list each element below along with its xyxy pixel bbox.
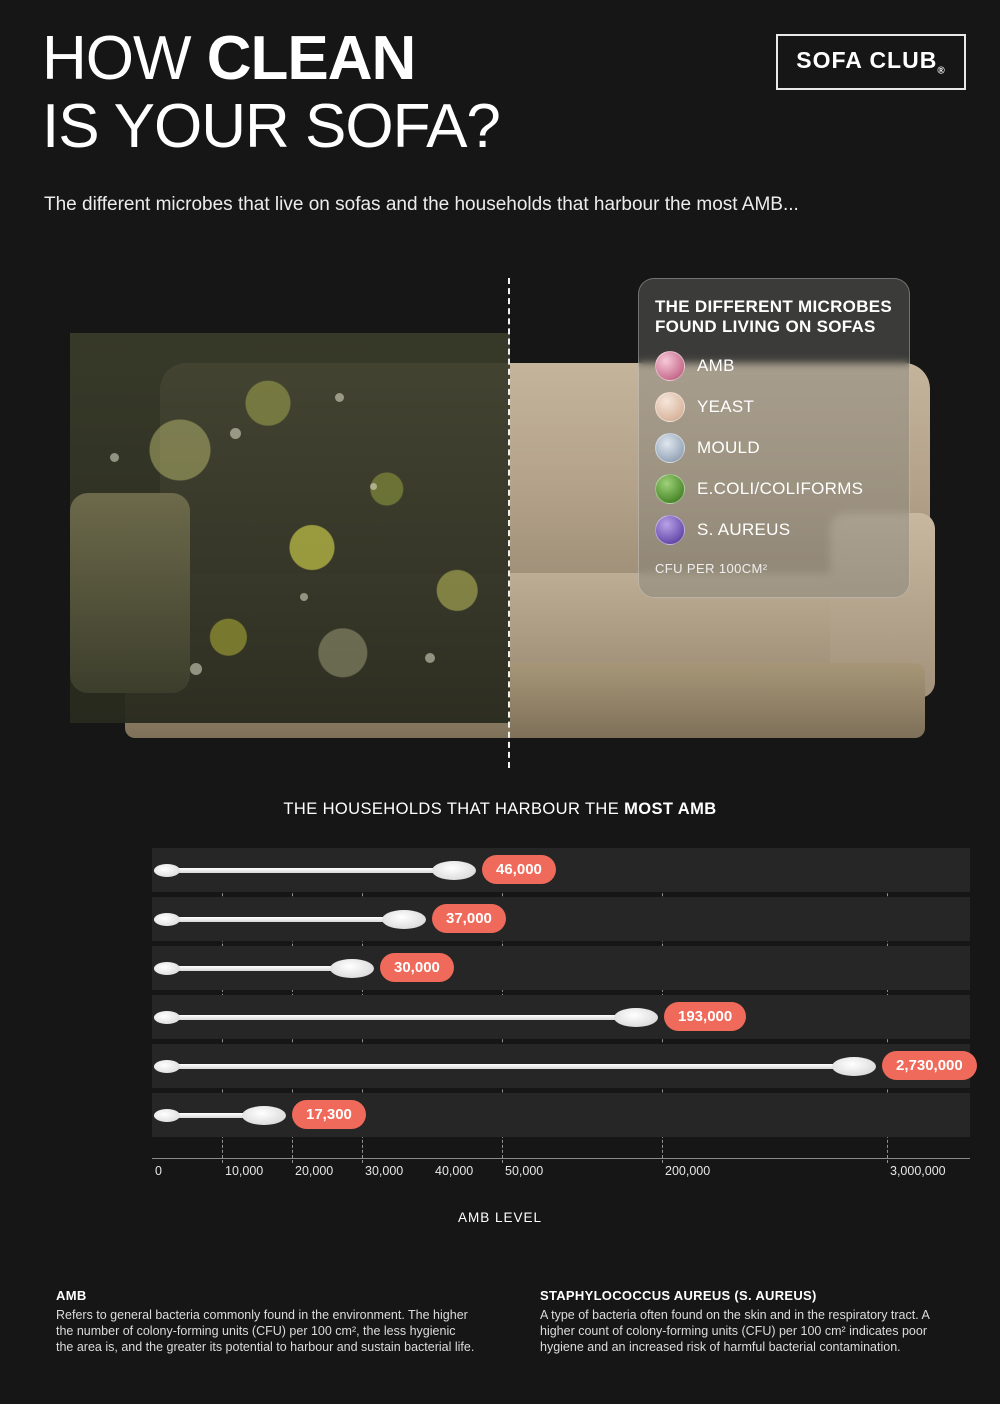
legend-item-yeast [655, 392, 893, 422]
swab-stick [154, 868, 472, 873]
title-line1-plain: HOW [42, 24, 207, 93]
chart-value-label: 37,000 [432, 904, 506, 933]
page-title [42, 24, 500, 161]
footer-column-amb [56, 1288, 476, 1355]
footer-heading: STAPHYLOCOCCUS AUREUS (S. AUREUS) [540, 1288, 817, 1303]
footer-body: A type of bacteria often found on the skin and in the respiratory tract. A higher count of colony-forming units (CFU) per 100 cm² indicates poor hygiene and an increased risk of harmful bacterial contamination. [540, 1308, 930, 1354]
chart-title-plain: THE HOUSEHOLDS THAT HARBOUR THE [283, 800, 625, 818]
subheading: The different microbes that live on sofas and the households that harbour the most AMB... [44, 194, 799, 215]
swab-tip-right [382, 910, 426, 929]
swab-tip-left [154, 1060, 180, 1073]
x-axis-tick-label: 30,000 [365, 1164, 404, 1178]
ecoli-microbe-icon [655, 474, 685, 504]
x-axis-label: AMB LEVEL [457, 1210, 543, 1225]
yeast-microbe-icon [655, 392, 685, 422]
chart-value-label: 17,300 [292, 1100, 366, 1129]
swab-tip-left [154, 1011, 180, 1024]
chart-value-label: 30,000 [380, 953, 454, 982]
swab-tip-right [330, 959, 374, 978]
chart-bar [154, 1060, 872, 1072]
footer-column-s-aureus [540, 1288, 960, 1355]
x-axis-tick-label: 0 [155, 1164, 162, 1178]
chart-bar [154, 913, 422, 925]
footer-body: Refers to general bacteria commonly found in the environment. The higher the number of colony-forming units (CFU) per 100 cm², the less hygienic the area is, and the greater its potential to harbour and sustain bacterial life. [56, 1308, 475, 1354]
title-line1-bold: CLEAN [206, 24, 416, 93]
swab-tip-left [154, 1109, 180, 1122]
swab-tip-left [154, 864, 180, 877]
x-axis-tick-label: 200,000 [665, 1164, 711, 1178]
chart-value-label: 2,730,000 [882, 1051, 977, 1080]
legend-item-label: E.COLI/COLIFORMS [697, 479, 864, 498]
s-aureus-microbe-icon [655, 515, 685, 545]
chart-title [0, 800, 1000, 819]
legend-item-amb [655, 351, 893, 381]
legend-item-s-aureus [655, 515, 893, 545]
swab-tip-right [242, 1106, 286, 1125]
title-line2: IS YOUR SOFA? [42, 92, 500, 161]
sofa-club-logo [776, 34, 966, 90]
legend-item-label: AMB [697, 356, 735, 375]
swab-tip-right [832, 1057, 876, 1076]
clean-dirty-divider [508, 278, 510, 768]
footer-heading: AMB [56, 1288, 87, 1303]
swab-tip-right [614, 1008, 658, 1027]
chart-x-axis [152, 1158, 970, 1159]
chart-bar [154, 864, 472, 876]
mould-microbe-icon [655, 433, 685, 463]
legend-item-label: MOULD [697, 438, 760, 457]
microbe-legend-panel [638, 278, 910, 598]
sofa-arm-left [70, 493, 190, 693]
x-axis-tick-label: 50,000 [505, 1164, 544, 1178]
swab-stick [154, 1064, 872, 1069]
x-axis-tick-label: 20,000 [295, 1164, 334, 1178]
chart-value-label: 46,000 [482, 855, 556, 884]
chart-title-bold: MOST AMB [624, 800, 717, 818]
chart-bar [154, 1011, 654, 1023]
swab-tip-left [154, 962, 180, 975]
legend-item-ecoli [655, 474, 893, 504]
legend-item-label: S. AUREUS [697, 520, 791, 539]
amb-microbe-icon [655, 351, 685, 381]
swab-stick [154, 1015, 654, 1020]
legend-title: THE DIFFERENT MICROBES FOUND LIVING ON SOFAS [655, 297, 893, 336]
registered-mark-icon: ® [937, 65, 946, 77]
legend-footnote: CFU PER 100CM² [655, 561, 768, 576]
chart-bar [154, 1109, 282, 1121]
amb-bar-chart [152, 848, 970, 1163]
legend-item-label: YEAST [697, 397, 755, 416]
chart-value-label: 193,000 [664, 1002, 746, 1031]
x-axis-tick-label: 10,000 [225, 1164, 264, 1178]
x-axis-tick-label: 40,000 [435, 1164, 474, 1178]
swab-tip-left [154, 913, 180, 926]
x-axis-tick-label: 3,000,000 [890, 1164, 946, 1178]
logo-text: SOFA CLUB® [796, 47, 946, 77]
chart-bar [154, 962, 370, 974]
legend-item-mould [655, 433, 893, 463]
swab-tip-right [432, 861, 476, 880]
